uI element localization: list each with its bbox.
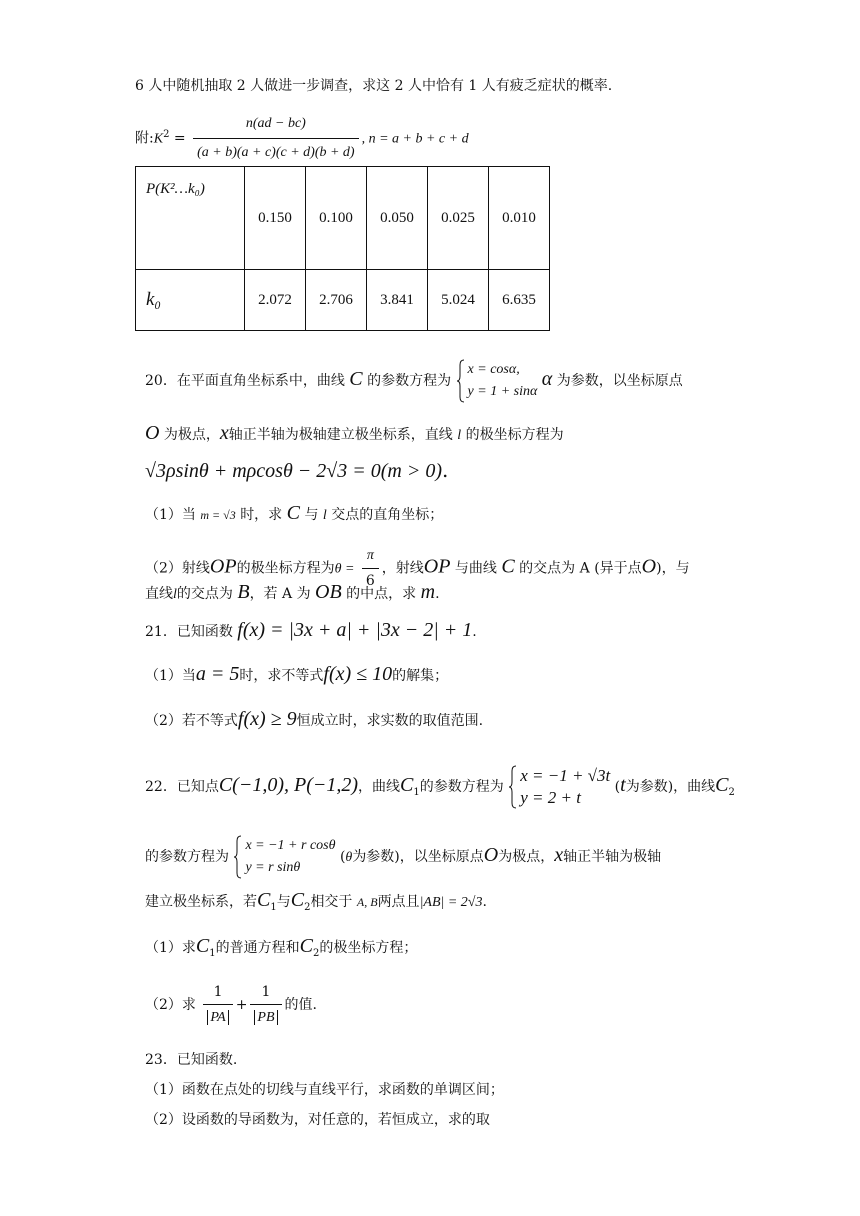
table-cell: 0.150 — [245, 167, 306, 270]
k2-formula: 附$:K^2$ = $\frac{n(ad - bc)}{(a + b)(a + c)(c + d)(b + d)}$ , n = a + b + c + d — [135, 112, 469, 165]
q22-part2: （2）求 $\frac{1}{PA}$ + $\frac{1}{PB}$ 的值. — [145, 982, 317, 1028]
q20-stem: 20．在平面直角坐标系中，曲线 C 的参数方程为 x = cosα, y = 1 + sinα α 为参数，以坐标原点 — [145, 359, 683, 403]
q23-part1: （1）函数在点处的切线与直线平行，求函数的单调区间； — [145, 1082, 504, 1098]
q20-polar-equation: √3ρsinθ + mρcosθ − 2√3 = 0(m > 0). — [145, 458, 449, 482]
brace-icon — [456, 359, 465, 403]
formula-fraction — [193, 112, 359, 165]
q20-part2: （2）射线OP的极坐标方程为θ = $\frac{\pi}{6}$ ，射线OP 与曲线 C 的交点为 A (异于点O)，与 — [145, 548, 690, 589]
q20-part1: （1）当 m = √3 时，求 C 与 l 交点的直角坐标； — [145, 502, 444, 524]
table-cell: 2.072 — [245, 270, 306, 331]
table-header-k: k₀ — [136, 270, 245, 331]
table-cell: 0.025 — [428, 167, 489, 270]
q22-line3: 建立极坐标系，若$C_1$与$C_2$相交于 A, B两点且|AB| = 2√3. — [145, 889, 487, 913]
formula-denominator: (a + b)(a + c)(c + d)(b + d) — [197, 145, 355, 160]
q21-part1: （1）当a = 5时，求不等式f(x) ≤ 10的解集； — [145, 663, 449, 685]
q22-stem: 22．已知点C(−1,0), P(−1,2)，曲线$C_1$的参数方程为 x = −1 + √3t y = 2 + t (t为参数)，曲线$C_2$ — [145, 766, 735, 807]
q22-c2-system: x = −1 + r cosθ y = r sinθ — [233, 835, 335, 879]
q20-pi-fraction: $\frac{\pi}{6}$ — [362, 546, 379, 591]
table-cell: 0.010 — [489, 167, 550, 270]
q23-part2: （2）设函数的导函数为，对任意的，若恒成立，求的取 — [145, 1112, 490, 1128]
table-row-k — [136, 270, 550, 331]
table-cell: 6.635 — [489, 270, 550, 331]
brace-icon — [233, 835, 242, 879]
intro-line: 6 人中随机抽取 2 人做进一步调查，求这 2 人中恰有 1 人有疲乏症状的概率. — [135, 78, 613, 94]
brace-icon — [508, 765, 517, 809]
table-row-p — [136, 167, 550, 270]
q22-part1: （1）求$C_1$的普通方程和$C_2$的极坐标方程； — [145, 935, 418, 959]
formula-lhs: K — [153, 131, 164, 147]
table-cell: 0.100 — [306, 167, 367, 270]
table-cell: 5.024 — [428, 270, 489, 331]
formula-prefix: 附: — [135, 130, 154, 147]
table-header-p: P(K²…k₀) — [136, 167, 245, 270]
q20-line2: O 为极点，x轴正半轴为极轴建立极坐标系，直线 l 的极坐标方程为 — [145, 422, 564, 444]
q22-c1-system: x = −1 + √3t y = 2 + t — [508, 765, 610, 809]
q22-frac-pb: $\frac{1}{PB}$ — [250, 982, 281, 1028]
formula-numerator: n(ad − bc) — [193, 112, 359, 139]
q22-frac-pa: $\frac{1}{PA}$ — [203, 982, 232, 1028]
q22-line2: 的参数方程为 x = −1 + r cosθ y = r sinθ (θ为参数)，以坐标原点O为极点，x轴正半轴为极轴 — [145, 835, 661, 879]
q21-part2: （2）若不等式f(x) ≥ 9恒成立时，求实数的取值范围. — [145, 708, 484, 730]
formula-suffix: , n = a + b + c + d — [361, 131, 469, 147]
q20-param-system: x = cosα, y = 1 + sinα — [456, 359, 538, 403]
table-cell: 2.706 — [306, 270, 367, 331]
table-cell: 3.841 — [367, 270, 428, 331]
q21-stem: 21．已知函数 f(x) = |3x + a| + |3x − 2| + 1. — [145, 619, 477, 641]
critical-value-table — [135, 166, 550, 331]
table-cell: 0.050 — [367, 167, 428, 270]
q20-part2-line2: 直线l的交点为 B，若 A 为 OB 的中点，求 m. — [145, 581, 440, 603]
q23-stem: 23．已知函数. — [145, 1052, 238, 1068]
